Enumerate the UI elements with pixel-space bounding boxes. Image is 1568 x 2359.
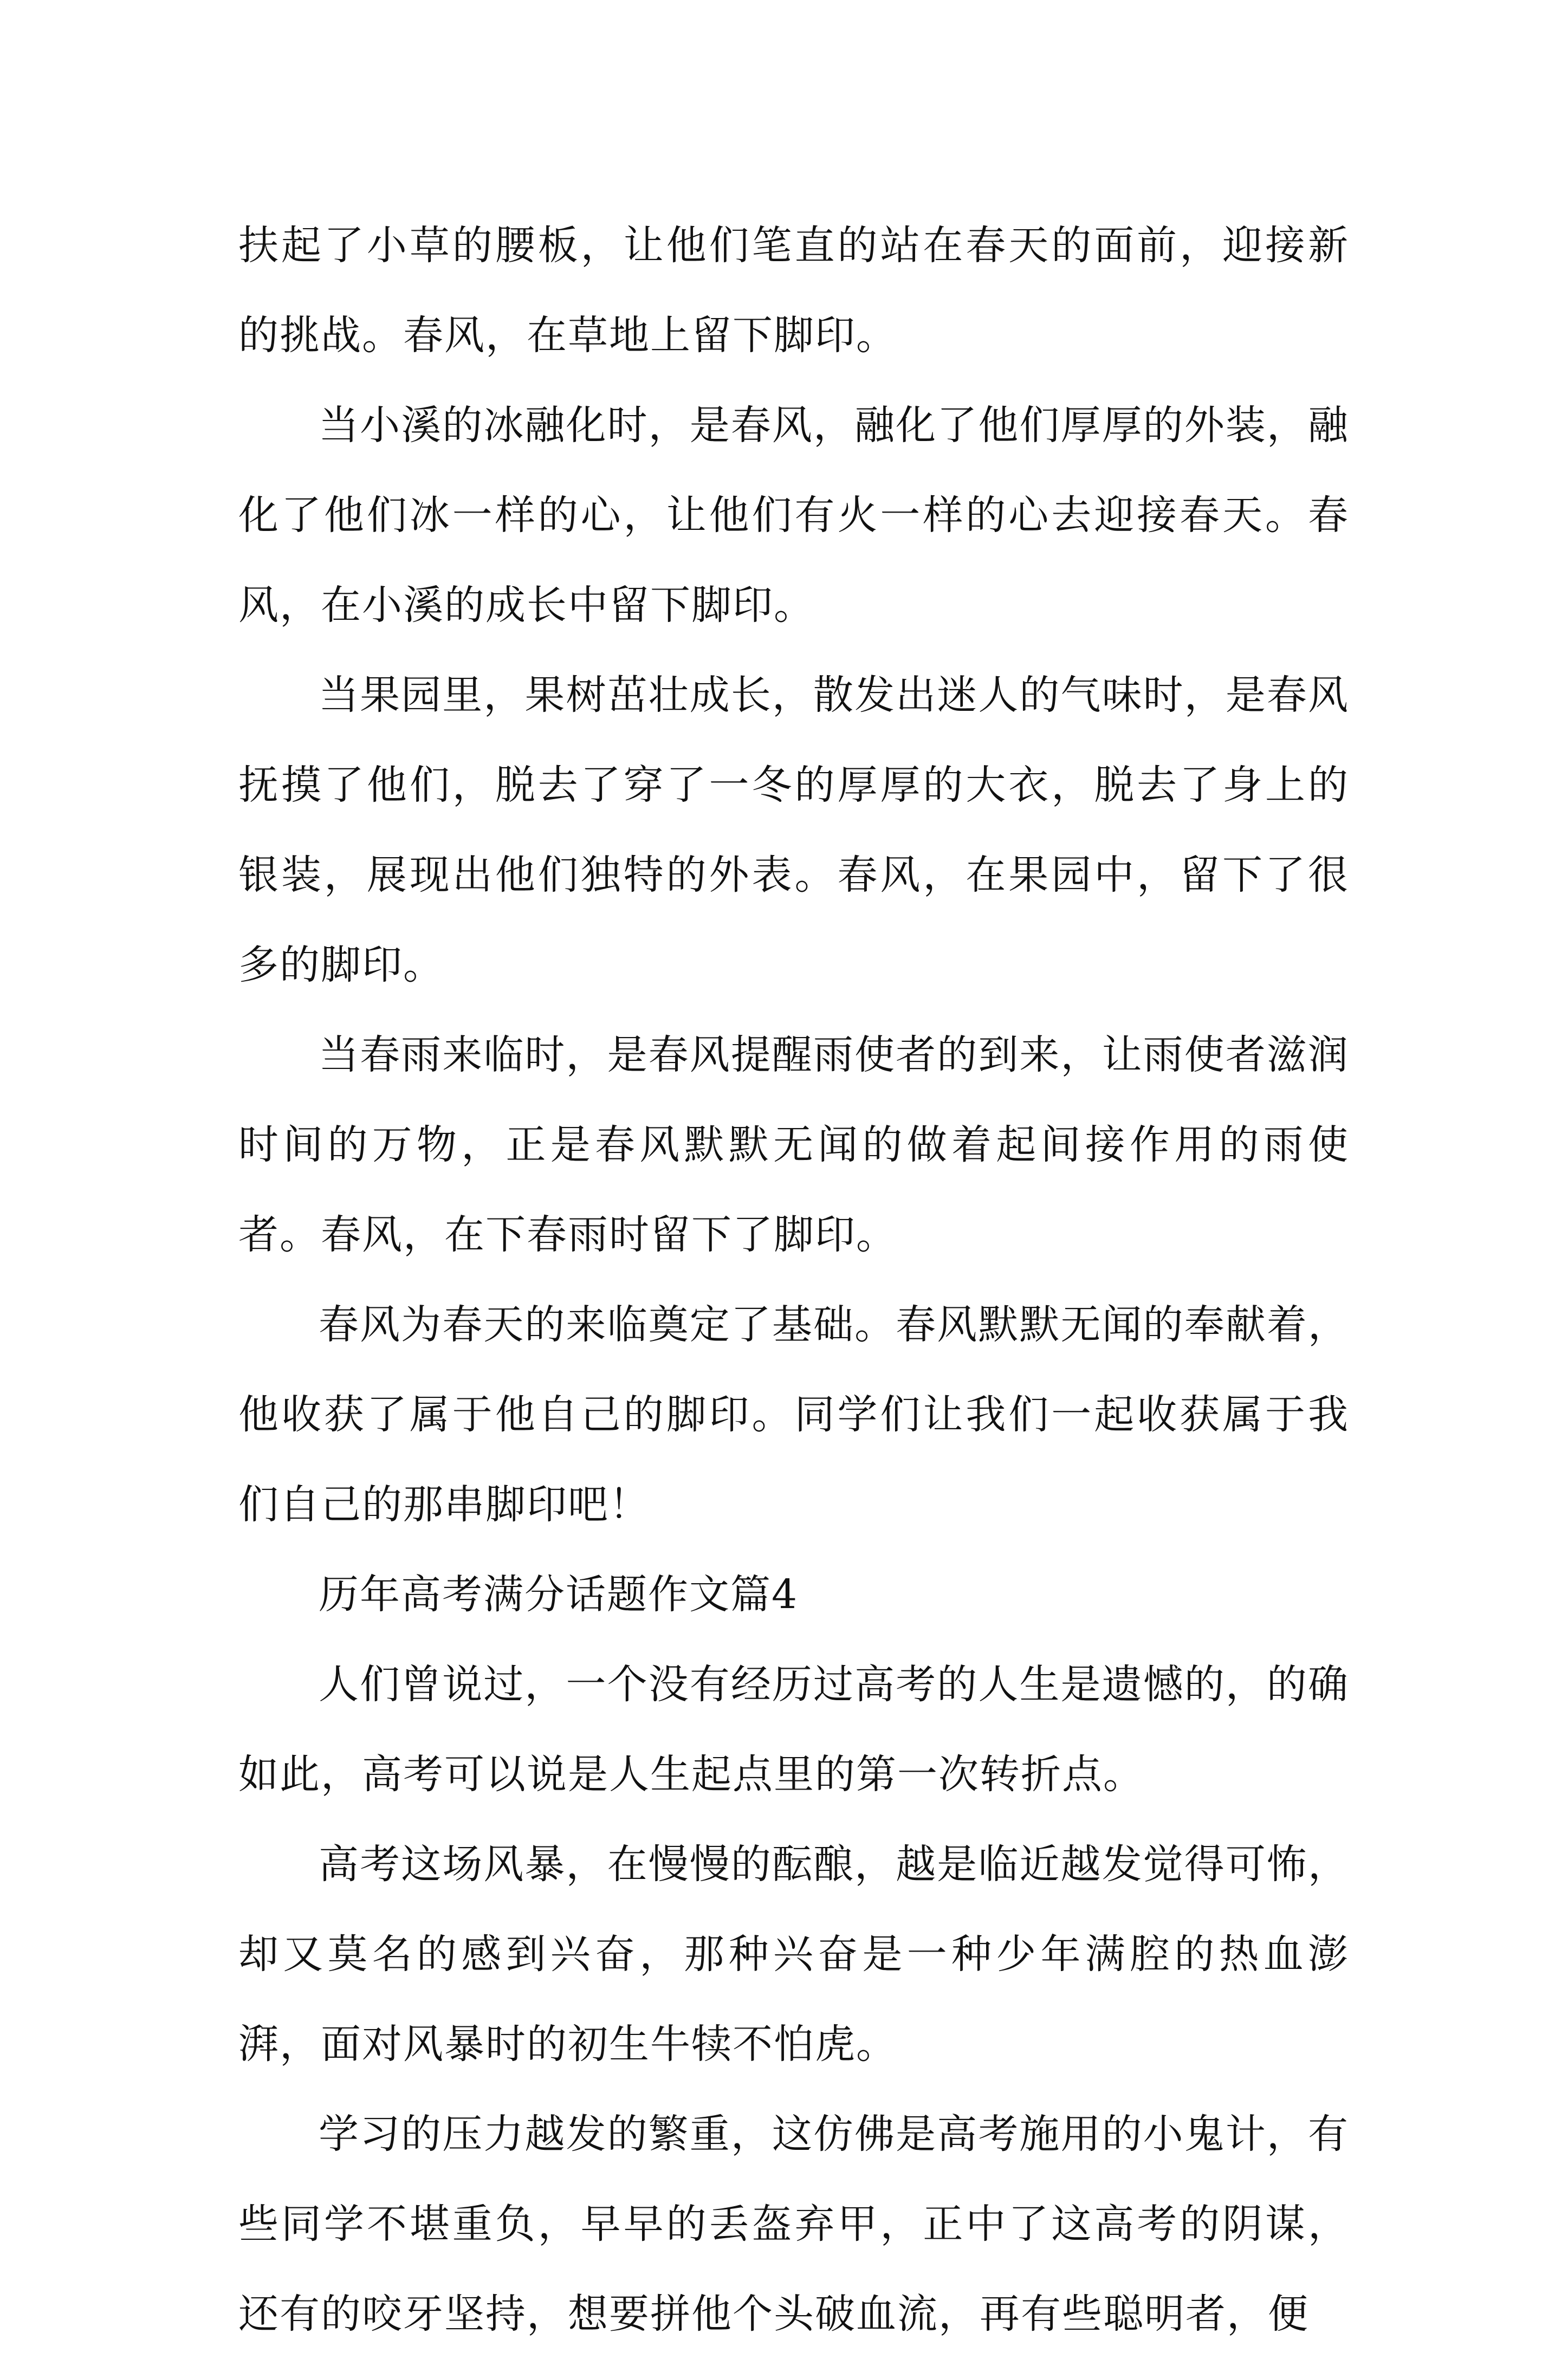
paragraph-4: 当春雨来临时，是春风提醒雨使者的到来，让雨使者滋润时间的万物，正是春风默默无闻的做着起间接作用的雨使者。春风，在下春雨时留下了脚印。 — [238, 1032, 1349, 1258]
paragraph-6: 人们曾说过，一个没有经历过高考的人生是遗憾的，的确如此，高考可以说是人生起点里的第一次转折点。 — [238, 1661, 1349, 1798]
paragraph-1: 扶起了小草的腰板，让他们笔直的站在春天的面前，迎接新的挑战。春风，在草地上留下脚印。 — [238, 222, 1349, 359]
paragraph-5: 春风为春天的来临奠定了基础。春风默默无闻的奉献着，他收获了属于他自己的脚印。同学们让我们一起收获属于我们自己的那串脚印吧！ — [238, 1301, 1349, 1528]
paragraph-2: 当小溪的冰融化时，是春风，融化了他们厚厚的外装，融化了他们冰一样的心，让他们有火一样的心去迎接春天。春风，在小溪的成长中留下脚印。 — [238, 402, 1349, 628]
document-body — [238, 200, 1349, 2359]
paragraph-8: 学习的压力越发的繁重，这仿佛是高考施用的小鬼计，有些同学不堪重负，早早的丢盔弃甲，正中了这高考的阴谋，还有的咬牙坚持，想要拼他个头破血流，再有些聪明者，便 — [238, 2111, 1349, 2337]
paragraph-3: 当果园里，果树茁壮成长，散发出迷人的气味时，是春风抚摸了他们，脱去了穿了一冬的厚厚的大衣，脱去了身上的银装，展现出他们独特的外表。春风，在果园中，留下了很多的脚印。 — [238, 672, 1349, 988]
paragraph-7: 高考这场风暴，在慢慢的酝酿，越是临近越发觉得可怖，却又莫名的感到兴奋，那种兴奋是一种少年满腔的热血澎湃，面对风暴时的初生牛犊不怕虎。 — [238, 1841, 1349, 2068]
section-heading: 历年高考满分话题作文篇4 — [319, 1571, 799, 1618]
